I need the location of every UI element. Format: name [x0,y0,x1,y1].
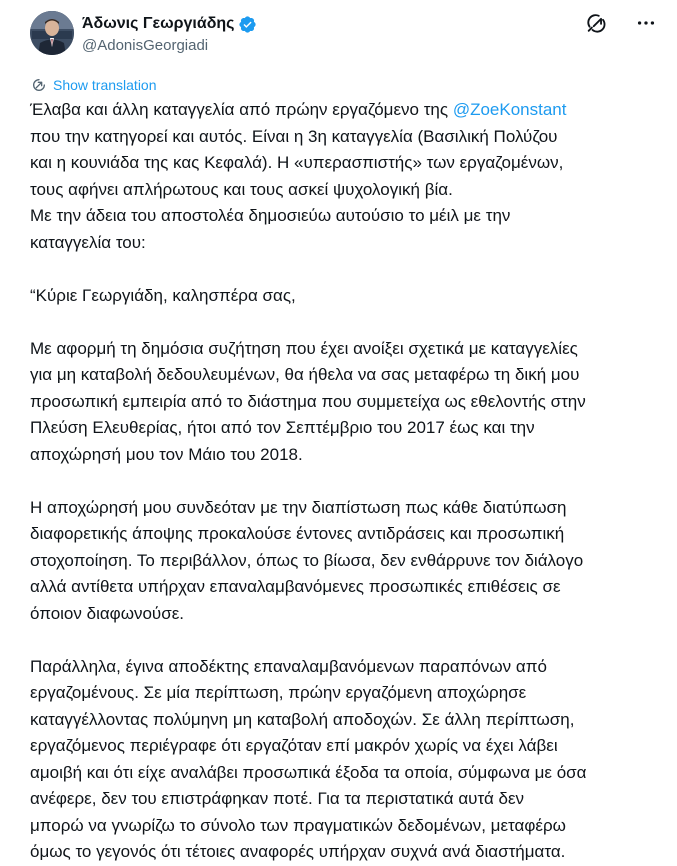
paragraph-gap [30,627,660,654]
text-line: που την κατηγορεί και αυτός. Είναι η 3η καταγγελία (Βασιλική Πολύζου [30,126,558,146]
paragraph-gap [30,309,660,336]
text-line: όμως το γεγονός ότι τέτοιες αναφορές υπήρχαν συχνά ανά διαστήματα. [30,842,566,861]
mention-link[interactable]: @ZoeKonstant [452,100,567,119]
text-line: Η αποχώρησή μου συνδεόταν με την διαπίστωση πως κάθε διατύπωση [30,497,567,517]
text-line: μπορώ να γνωρίζω το σύνολο των πραγματικών δεδομένων, μεταφέρω [30,815,566,835]
verified-badge-icon[interactable] [238,15,257,34]
text-line: διαφορετικής άποψης προκαλούσε έντονες αντιδράσεις και προσωπική [30,524,565,543]
text-line: Με αφορμή τη δημόσια συζήτηση που έχει ανοίξει σχετικά με καταγγελίες [30,338,578,358]
text-line: τους αφήνει απλήρωτους και τους ασκεί ψυχολογική βία. [30,179,453,199]
text-line: ανέφερε, δεν του επιστράφηκαν ποτέ. Για τα περιστατικά αυτά δεν [30,789,525,808]
show-translation-row[interactable] [31,75,157,95]
tweet-header [30,10,657,58]
avatar-photo [30,11,74,55]
text-line: αλλά αντίθετα υπήρχαν επαναλαμβανόμενες προσωπικές επιθέσεις σε [30,577,561,596]
author-names [82,13,257,54]
text-line: στοχοποίηση. Το περιβάλλον, όπως το βίωσα, δεν ενθάρρυνε τον διάλογο [30,550,584,570]
text-line: αμοιβή και ότι είχε αναλάβει προσωπικά έξοδα τα οποία, σύμφωνα με όσα [30,762,587,782]
text-line: για μη καταβολή δεδουλευμένων, θα ήθελα να σας μεταφέρω τη δική μου [30,365,580,384]
header-actions [585,12,657,34]
display-name-row [82,13,257,35]
display-name[interactable]: Άδωνις Γεωργιάδης [82,15,235,32]
more-options-icon[interactable] [635,12,657,34]
text-line: Με την άδεια του αποστολέα δημοσιεύω αυτούσιο το μέιλ με την [30,206,511,225]
text-segment: Έλαβα και άλλη καταγγελία από πρώην εργαζόμενο της [30,100,453,119]
text-line: εργαζόμενος περιέγραφε ότι εργαζόταν επί μακρόν χωρίς να έχει λάβει [30,736,558,755]
show-translation-link[interactable]: Show translation [53,77,157,93]
text-line: Πλεύση Ελευθερίας, ήτοι από τον Σεπτέμβριο του 2017 έως και την [30,418,535,437]
text-line: αποχώρησή μου τον Μάιο του 2018. [30,444,303,464]
text-line: καταγγελία του: [30,232,146,252]
translate-icon [31,77,47,93]
text-line: προσωπική εμπειρία από το διάστημα που συμμετείχα ως εθελοντής στην [30,391,586,411]
text-line: όποιον διαφωνούσε. [30,603,185,623]
text-line: καταγγέλλοντας πολύμηνη μη καταβολή αποδοχών. Σε άλλη περίπτωση, [30,709,575,729]
tweet-text [30,97,660,866]
greeting-line: “Κύριε Γεωργιάδη, καλησπέρα σας, [30,285,296,305]
text-line: και η κουνιάδα της κας Κεφαλά). Η «υπερασπιστής» των εργαζομένων, [30,153,564,172]
author-handle[interactable]: @AdonisGeorgiadi [82,37,209,54]
grok-icon[interactable] [585,12,607,34]
paragraph-gap [30,256,660,283]
text-line [30,97,660,124]
paragraph-gap [30,468,660,495]
avatar[interactable] [30,11,74,55]
text-line: Παράλληλα, έγινα αποδέκτης επαναλαμβανόμενων παραπόνων από [30,656,547,676]
text-line: εργαζομένους. Σε μία περίπτωση, πρώην εργαζόμενη αποχώρησε [30,683,527,702]
